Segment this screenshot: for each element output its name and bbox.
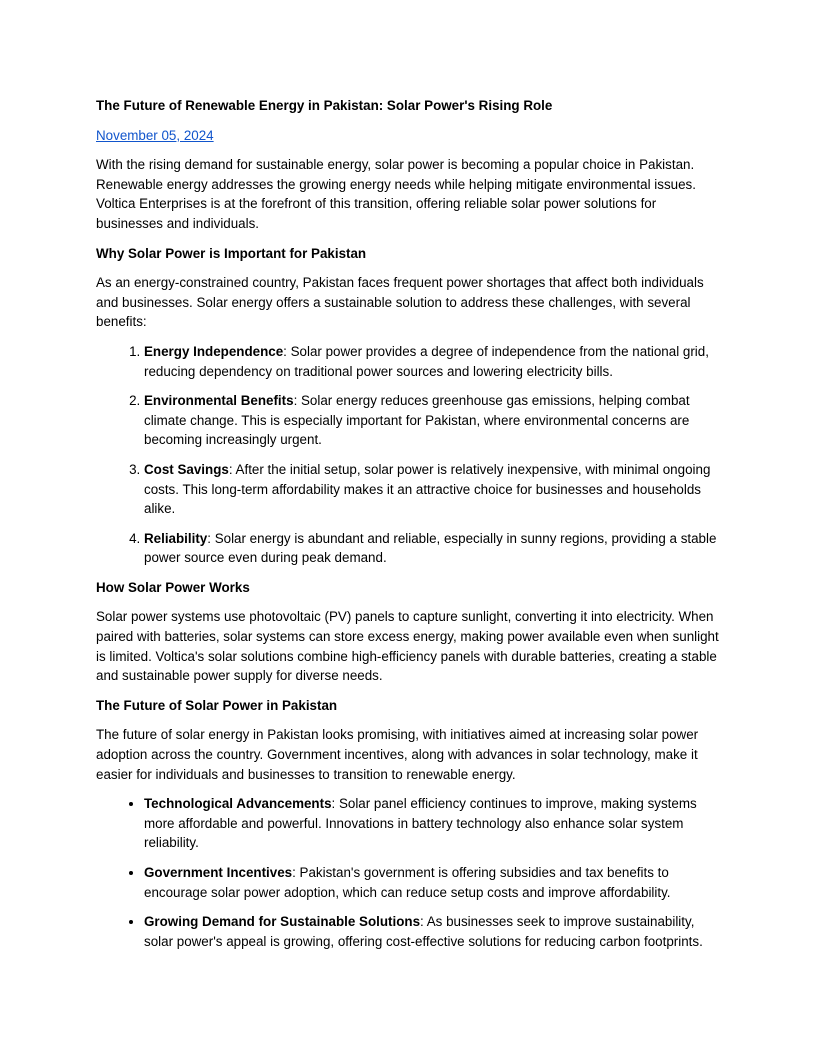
list-item-text: : After the initial setup, solar power is relatively inexpensive, with minimal ongoing costs. This long-term affordability makes it an attractive choice for businesses and households alike. xyxy=(144,461,711,517)
section-heading-why-solar: Why Solar Power is Important for Pakistan xyxy=(96,245,367,261)
article-date xyxy=(96,126,722,146)
list-item xyxy=(144,794,722,853)
list-item-text: : Solar panel efficiency continues to improve, making systems more affordable and powerful. Innovations in battery technology also enhance solar system reliability. xyxy=(144,796,697,851)
section-body-why-solar: As an energy-constrained country, Pakistan faces frequent power shortages that affect both individuals and businesses. Solar energy offers a sustainable solution to address these challenges, with several benefits: xyxy=(96,275,704,330)
list-item-term: Energy Independence xyxy=(144,343,284,359)
list-item-text: : Pakistan's government is offering subsidies and tax benefits to encourage solar power adoption, which can reduce setup costs and improve affordability. xyxy=(144,865,671,900)
list-item-term: Government Incentives xyxy=(144,865,293,880)
document-page xyxy=(96,96,722,961)
future-list xyxy=(96,794,722,951)
section-heading-how-it-works: How Solar Power Works xyxy=(96,579,250,595)
list-item xyxy=(144,460,722,519)
list-item-term: Cost Savings xyxy=(144,461,229,477)
list-item-term: Technological Advancements xyxy=(144,796,332,812)
list-item xyxy=(144,391,722,450)
section-body-how-it-works: Solar power systems use photovoltaic (PV) panels to capture sunlight, converting it into electricity. When paired with batteries, solar systems can store excess energy, making power available even when sunlight is limited. Voltica's solar solutions combine high-efficiency panels with durable batteries, creating a stable and sustainable power supply for diverse needs. xyxy=(96,609,719,684)
list-item-term: Growing Demand for Sustainable Solutions xyxy=(144,914,421,930)
list-item-term: Reliability xyxy=(144,530,208,546)
intro-paragraph: With the rising demand for sustainable energy, solar power is becoming a popular choice in Pakistan. Renewable energy addresses the growing energy needs while helping mitigate environmental issues. Voltica Enterprises is at the forefront of this transition, offering reliable solar power solutions for businesses and individuals. xyxy=(96,157,696,231)
list-item-term: Environmental Benefits xyxy=(144,393,294,409)
list-item-text: : Solar power provides a degree of independence from the national grid, reducing dependency on traditional power sources and lowering electricity bills. xyxy=(144,343,709,379)
list-item-text: : Solar energy reduces greenhouse gas emissions, helping combat climate change. This is especially important for Pakistan, where environmental concerns are becoming increasingly urgent. xyxy=(144,393,690,448)
section-body-future: The future of solar energy in Pakistan looks promising, with initiatives aimed at increasing solar power adoption across the country. Government incentives, along with advances in solar technology, make it easier for individuals and businesses to transition to renewable energy. xyxy=(96,727,699,782)
list-item-text: : Solar energy is abundant and reliable, especially in sunny regions, providing a stable power source even during peak demand. xyxy=(144,530,717,566)
article-date-link[interactable]: November 05, 2024 xyxy=(96,127,214,143)
list-item-text: : As businesses seek to improve sustainability, solar power's appeal is growing, offering cost-effective solutions for reducing carbon footprints. xyxy=(144,914,703,949)
list-item xyxy=(144,529,722,568)
list-item xyxy=(144,342,722,381)
list-item xyxy=(144,912,722,951)
benefits-list xyxy=(96,342,722,568)
list-item xyxy=(144,863,722,902)
section-heading-future: The Future of Solar Power in Pakistan xyxy=(96,697,338,713)
article-title: The Future of Renewable Energy in Pakistan: Solar Power's Rising Role xyxy=(96,98,553,113)
